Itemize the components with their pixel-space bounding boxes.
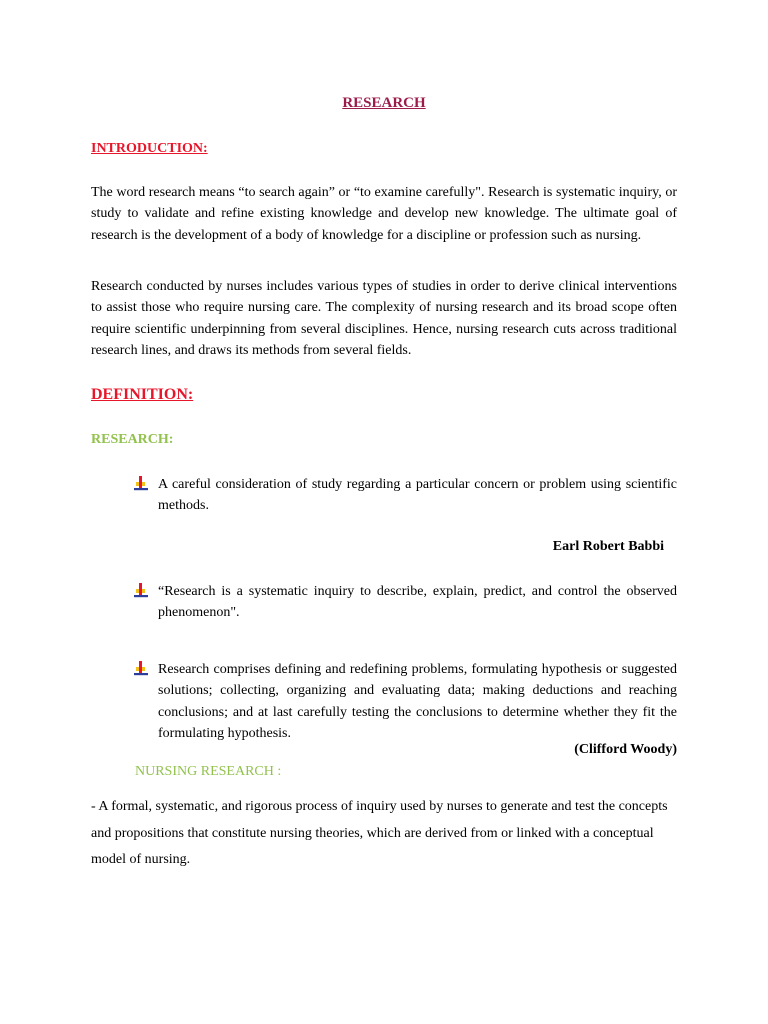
attribution-clifford-woody: (Clifford Woody)	[574, 742, 677, 757]
introduction-paragraph-2: Research conducted by nurses includes various types of studies in order to derive clinical interventions to assist those who require nursing care. The complexity of nursing research and its broad scope often require scientific underpinning from several disciplines. Hence, nursing research cuts across traditional research lines, and draws its methods from several fields.	[91, 279, 677, 358]
definition-heading: DEFINITION:	[91, 386, 194, 403]
list-item-text: Research comprises defining and redefining problems, formulating hypothesis or suggested solutions; collecting, organizing and evaluating data; making deductions and reaching conclusions; and at last carefully testing the conclusions to determine whether they fit the formulating hypothesis.	[158, 662, 677, 741]
bullet-cross-icon	[134, 476, 148, 492]
list-item-text: “Research is a systematic inquiry to describe, explain, predict, and control the observed phenomenon".	[158, 584, 677, 621]
research-subheading: RESEARCH:	[91, 432, 174, 447]
introduction-paragraph-1: The word research means “to search again” or “to examine carefully". Research is systematic inquiry, or study to validate and refine existing knowledge and develop new knowledge. The ultimate goal of research is the development of a body of knowledge for a discipline or profession such as nursing.	[91, 185, 677, 243]
bullet-cross-icon	[134, 583, 148, 599]
nursing-research-paragraph: - A formal, systematic, and rigorous process of inquiry used by nurses to generate and test the concepts and propositions that constitute nursing theories, which are derived from or linked with a conceptual model of nursing.	[91, 799, 668, 867]
list-item-text: A careful consideration of study regarding a particular concern or problem using scientific methods.	[158, 477, 677, 514]
list-item	[134, 474, 677, 517]
attribution-earl-robert-babbi: Earl Robert Babbi	[552, 539, 664, 554]
page-title: RESEARCH	[342, 95, 426, 111]
list-item	[134, 659, 677, 744]
introduction-heading: INTRODUCTION:	[91, 141, 208, 156]
bullet-cross-icon	[134, 661, 148, 677]
nursing-research-subheading: NURSING RESEARCH :	[135, 764, 282, 779]
list-item	[134, 581, 677, 624]
